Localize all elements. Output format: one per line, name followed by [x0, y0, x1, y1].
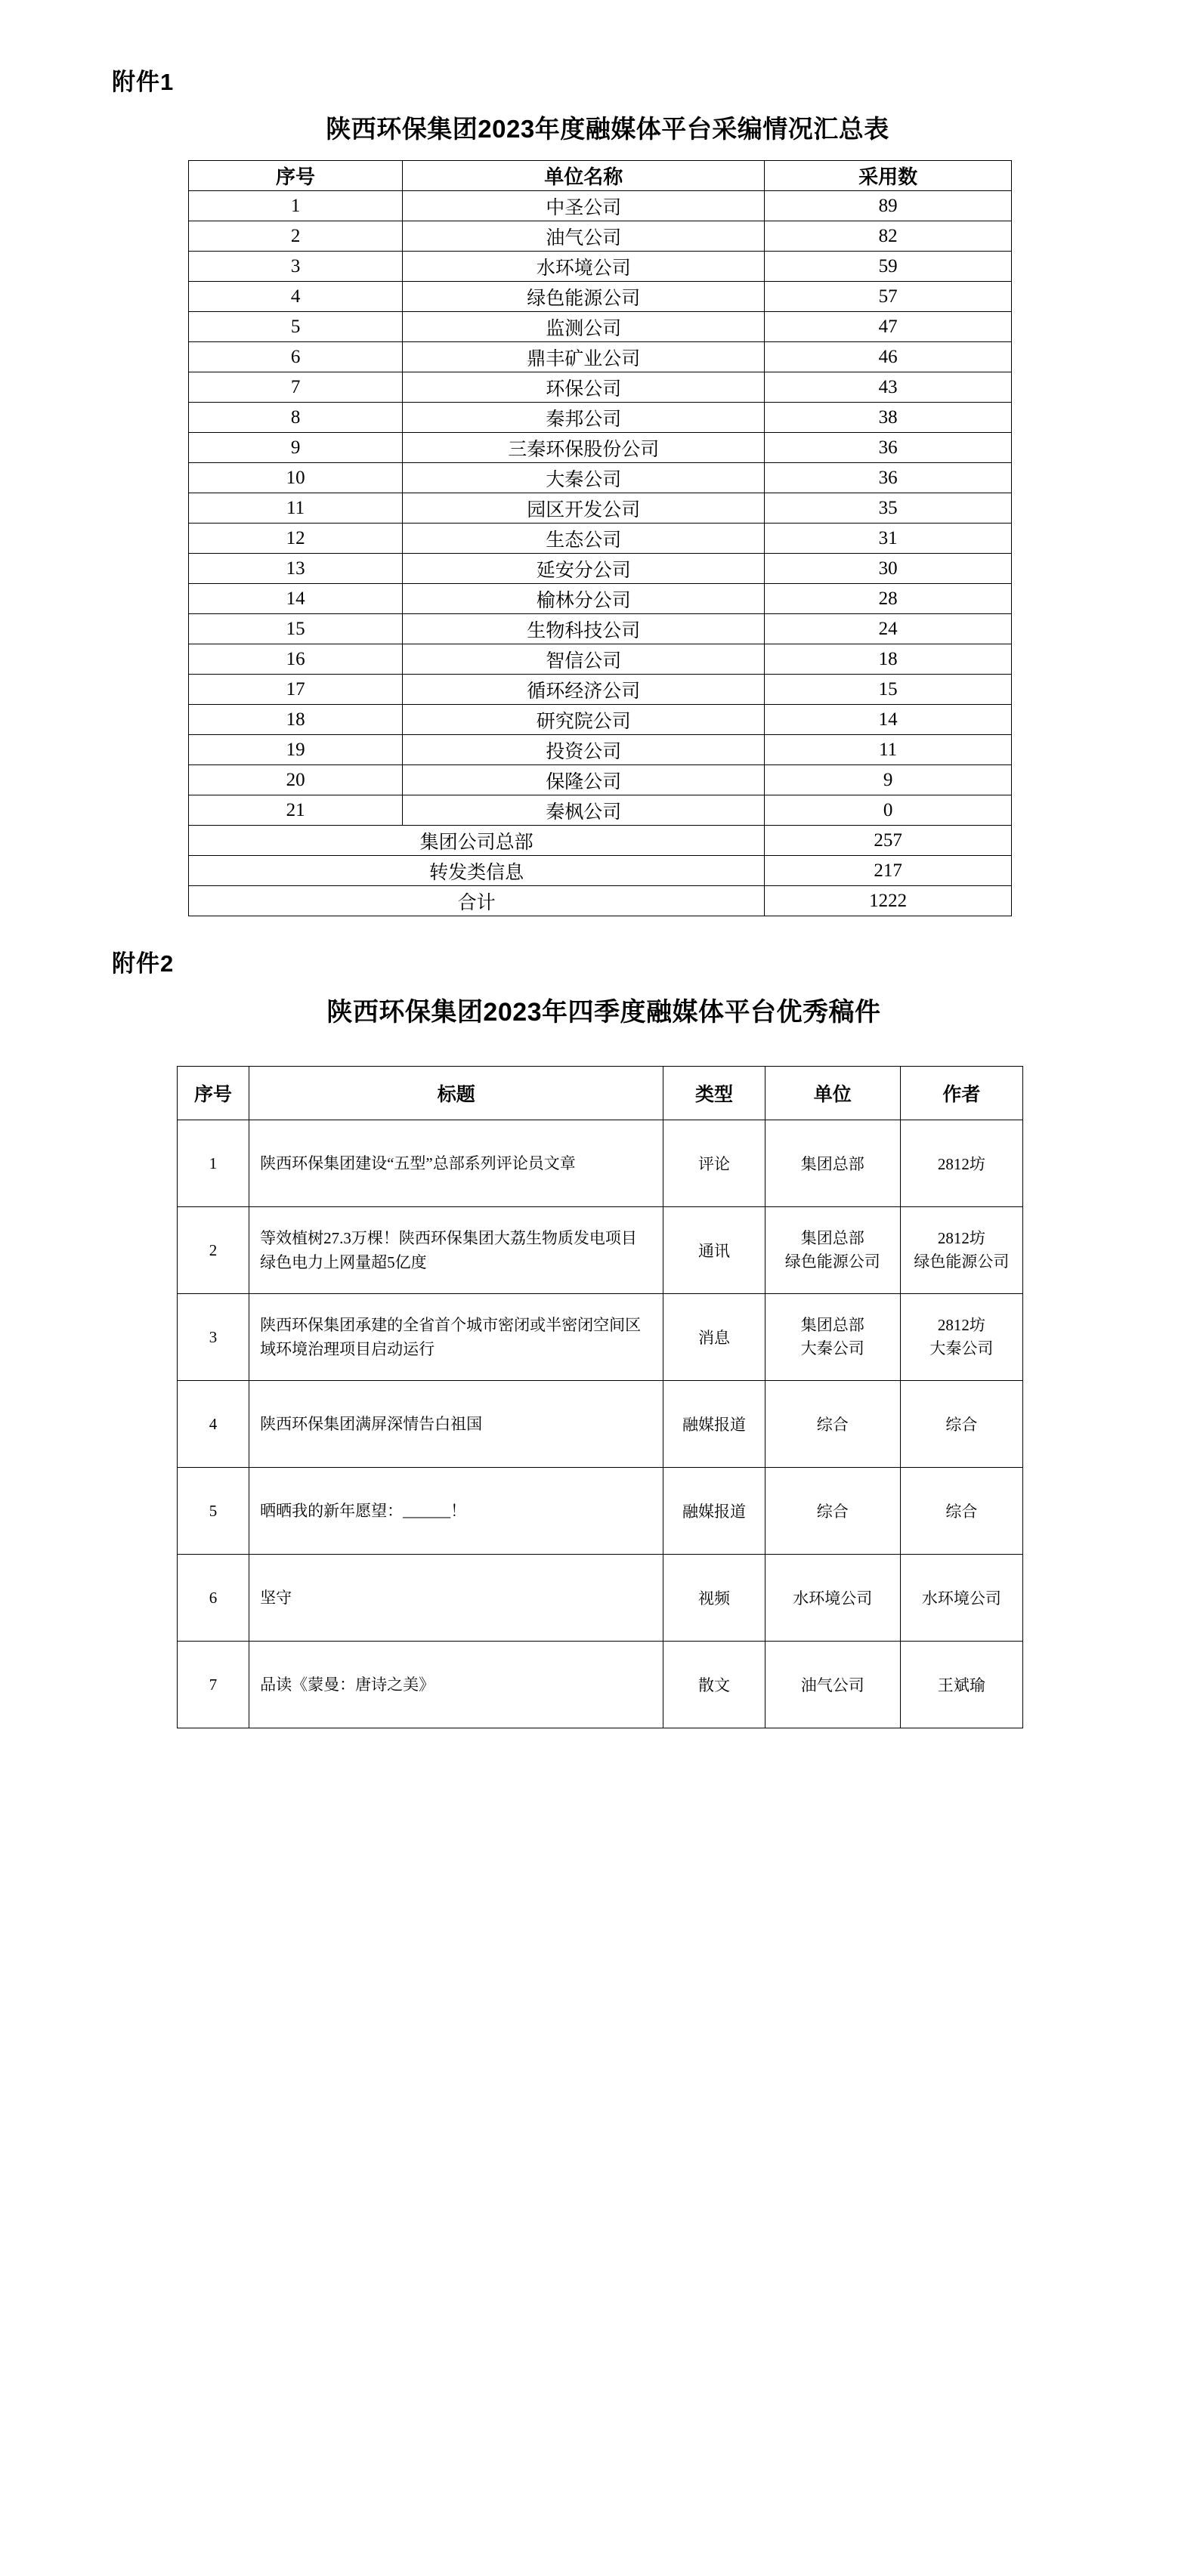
cell-type: 融媒报道	[663, 1468, 765, 1555]
cell-unit: 绿色能源公司	[403, 282, 765, 312]
table-summary-row	[189, 886, 1012, 916]
cell-no: 18	[189, 705, 403, 735]
cell-no: 4	[189, 282, 403, 312]
table-row	[189, 554, 1012, 584]
cell-count: 82	[765, 221, 1012, 252]
cell-type: 评论	[663, 1120, 765, 1207]
table-row	[189, 765, 1012, 795]
cell-unit: 园区开发公司	[403, 493, 765, 524]
cell-unit: 大秦公司	[403, 463, 765, 493]
table-row	[189, 493, 1012, 524]
table-row	[189, 795, 1012, 826]
cell-unit: 研究院公司	[403, 705, 765, 735]
cell-author: 2812坊 绿色能源公司	[900, 1207, 1022, 1294]
table-row	[189, 191, 1012, 221]
cell-count: 35	[765, 493, 1012, 524]
cell-no: 20	[189, 765, 403, 795]
cell-unit: 保隆公司	[403, 765, 765, 795]
attachment-2-title: 陕西环保集团2023年四季度融媒体平台优秀稿件	[326, 998, 881, 1027]
table-row	[189, 221, 1012, 252]
table-summary-row	[189, 856, 1012, 886]
cell-unit: 环保公司	[403, 372, 765, 403]
cell-count: 36	[765, 433, 1012, 463]
cell-unit: 生态公司	[403, 524, 765, 554]
table-row	[178, 1294, 1023, 1381]
cell-author: 水环境公司	[900, 1555, 1022, 1642]
cell-title: 陕西环保集团建设“五型”总部系列评论员文章	[249, 1120, 663, 1207]
cell-no: 19	[189, 735, 403, 765]
cell-count: 30	[765, 554, 1012, 584]
cell-no: 16	[189, 644, 403, 675]
cell-no: 15	[189, 614, 403, 644]
cell-summary-count: 217	[765, 856, 1012, 886]
column-header-unit: 单位名称	[403, 161, 765, 191]
cell-count: 28	[765, 584, 1012, 614]
cell-count: 46	[765, 342, 1012, 372]
cell-unit: 循环经济公司	[403, 675, 765, 705]
cell-unit: 水环境公司	[765, 1555, 900, 1642]
cell-no: 21	[189, 795, 403, 826]
cell-no: 4	[178, 1381, 249, 1468]
table-row	[189, 614, 1012, 644]
cell-summary-count: 257	[765, 826, 1012, 856]
cell-no: 3	[189, 252, 403, 282]
cell-summary-count: 1222	[765, 886, 1012, 916]
cell-author: 综合	[900, 1468, 1022, 1555]
cell-no: 9	[189, 433, 403, 463]
cell-summary-label: 集团公司总部	[189, 826, 765, 856]
cell-count: 0	[765, 795, 1012, 826]
cell-no: 5	[178, 1468, 249, 1555]
cell-no: 6	[189, 342, 403, 372]
cell-unit: 油气公司	[765, 1642, 900, 1728]
cell-count: 57	[765, 282, 1012, 312]
cell-no: 14	[189, 584, 403, 614]
attachment-2-label: 附件2	[112, 950, 175, 978]
cell-count: 47	[765, 312, 1012, 342]
table-row	[189, 524, 1012, 554]
cell-count: 14	[765, 705, 1012, 735]
cell-unit: 榆林分公司	[403, 584, 765, 614]
column-header-no: 序号	[178, 1067, 249, 1120]
table-row	[189, 463, 1012, 493]
table-header-row	[178, 1067, 1023, 1120]
table-row	[189, 644, 1012, 675]
cell-type: 散文	[663, 1642, 765, 1728]
table-row	[178, 1468, 1023, 1555]
cell-count: 9	[765, 765, 1012, 795]
table-header-row	[189, 161, 1012, 191]
cell-count: 11	[765, 735, 1012, 765]
cell-type: 融媒报道	[663, 1381, 765, 1468]
table-row	[189, 735, 1012, 765]
cell-unit: 监测公司	[403, 312, 765, 342]
cell-unit: 三秦环保股份公司	[403, 433, 765, 463]
cell-unit: 集团总部 绿色能源公司	[765, 1207, 900, 1294]
table-row	[189, 372, 1012, 403]
cell-unit: 综合	[765, 1468, 900, 1555]
cell-count: 36	[765, 463, 1012, 493]
cell-summary-label: 合计	[189, 886, 765, 916]
cell-count: 18	[765, 644, 1012, 675]
column-header-no: 序号	[189, 161, 403, 191]
table-row	[189, 403, 1012, 433]
cell-count: 24	[765, 614, 1012, 644]
cell-title: 晒晒我的新年愿望：______！	[249, 1468, 663, 1555]
cell-no: 2	[178, 1207, 249, 1294]
table-row	[178, 1120, 1023, 1207]
cell-no: 3	[178, 1294, 249, 1381]
table-row	[189, 584, 1012, 614]
cell-unit: 集团总部	[765, 1120, 900, 1207]
cell-count: 59	[765, 252, 1012, 282]
attachment-1-label: 附件1	[112, 69, 175, 95]
column-header-title: 标题	[249, 1067, 663, 1120]
cell-title: 品读《蒙曼：唐诗之美》	[249, 1642, 663, 1728]
cell-no: 5	[189, 312, 403, 342]
table-row	[189, 312, 1012, 342]
column-header-count: 采用数	[765, 161, 1012, 191]
cell-unit: 延安分公司	[403, 554, 765, 584]
cell-unit: 集团总部 大秦公司	[765, 1294, 900, 1381]
cell-unit: 秦枫公司	[403, 795, 765, 826]
table-summary-row	[189, 826, 1012, 856]
table-row	[189, 342, 1012, 372]
cell-no: 7	[178, 1642, 249, 1728]
cell-no: 11	[189, 493, 403, 524]
cell-count: 31	[765, 524, 1012, 554]
cell-no: 12	[189, 524, 403, 554]
cell-no: 8	[189, 403, 403, 433]
cell-unit: 油气公司	[403, 221, 765, 252]
articles-table	[177, 1066, 1023, 1728]
cell-count: 89	[765, 191, 1012, 221]
table-row	[178, 1207, 1023, 1294]
cell-count: 43	[765, 372, 1012, 403]
cell-title: 坚守	[249, 1555, 663, 1642]
cell-no: 7	[189, 372, 403, 403]
cell-unit: 秦邦公司	[403, 403, 765, 433]
cell-unit: 中圣公司	[403, 191, 765, 221]
table-row	[178, 1642, 1023, 1728]
cell-unit: 鼎丰矿业公司	[403, 342, 765, 372]
cell-title: 等效植树27.3万棵！陕西环保集团大荔生物质发电项目绿色电力上网量超5亿度	[249, 1207, 663, 1294]
cell-title: 陕西环保集团满屏深情告白祖国	[249, 1381, 663, 1468]
cell-unit: 投资公司	[403, 735, 765, 765]
cell-count: 15	[765, 675, 1012, 705]
cell-no: 2	[189, 221, 403, 252]
cell-author: 综合	[900, 1381, 1022, 1468]
column-header-unit: 单位	[765, 1067, 900, 1120]
cell-no: 1	[189, 191, 403, 221]
attachment-1-table-wrap	[188, 160, 1012, 916]
cell-type: 消息	[663, 1294, 765, 1381]
cell-author: 2812坊 大秦公司	[900, 1294, 1022, 1381]
summary-table-body	[189, 191, 1012, 916]
cell-summary-label: 转发类信息	[189, 856, 765, 886]
table-row	[178, 1555, 1023, 1642]
column-header-type: 类型	[663, 1067, 765, 1120]
cell-no: 6	[178, 1555, 249, 1642]
cell-type: 视频	[663, 1555, 765, 1642]
cell-no: 10	[189, 463, 403, 493]
cell-unit: 生物科技公司	[403, 614, 765, 644]
cell-unit: 水环境公司	[403, 252, 765, 282]
cell-no: 13	[189, 554, 403, 584]
cell-author: 2812坊	[900, 1120, 1022, 1207]
attachment-1-title: 陕西环保集团2023年度融媒体平台采编情况汇总表	[326, 115, 889, 144]
table-row	[189, 705, 1012, 735]
table-row	[189, 252, 1012, 282]
summary-table	[188, 160, 1012, 916]
table-row	[189, 433, 1012, 463]
cell-type: 通讯	[663, 1207, 765, 1294]
cell-unit: 智信公司	[403, 644, 765, 675]
cell-author: 王斌瑜	[900, 1642, 1022, 1728]
articles-table-body	[178, 1120, 1023, 1728]
cell-count: 38	[765, 403, 1012, 433]
cell-no: 17	[189, 675, 403, 705]
attachment-2-table-wrap	[177, 1066, 1023, 1728]
table-row	[189, 282, 1012, 312]
cell-no: 1	[178, 1120, 249, 1207]
column-header-author: 作者	[900, 1067, 1022, 1120]
table-row	[189, 675, 1012, 705]
cell-title: 陕西环保集团承建的全省首个城市密闭或半密闭空间区域环境治理项目启动运行	[249, 1294, 663, 1381]
table-row	[178, 1381, 1023, 1468]
cell-unit: 综合	[765, 1381, 900, 1468]
